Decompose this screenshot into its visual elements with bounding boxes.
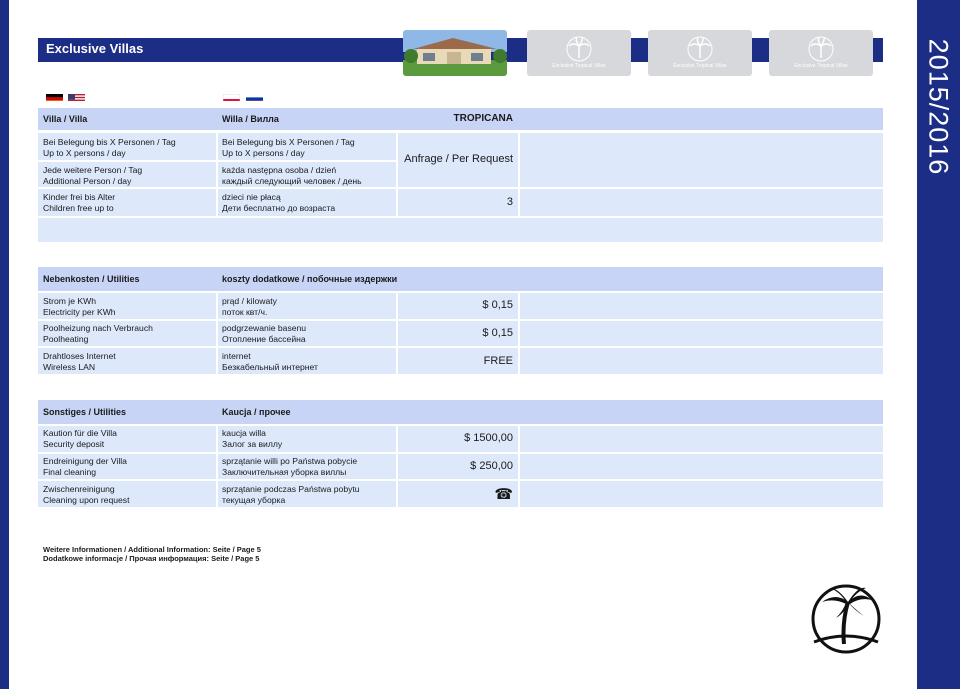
- row-label-pl: kaucja willa: [222, 428, 266, 438]
- row-label-ru: Безкабельный интернет: [222, 362, 318, 372]
- row-label-de: Jede weitere Person / Tag: [43, 165, 143, 175]
- rates-cell: [520, 133, 883, 187]
- other-cell: [520, 426, 883, 452]
- row-label-en: Final cleaning: [43, 467, 97, 477]
- row-label-ru: поток квт/ч.: [222, 307, 268, 317]
- row-label-ru: Дети бесплатно до возраста: [222, 203, 336, 213]
- flag-poland-icon[interactable]: [223, 91, 240, 101]
- row-label-ru: Залог за виллу: [222, 439, 283, 449]
- palm-logo-icon: [807, 36, 835, 62]
- row-label-en: Cleaning upon request: [43, 495, 130, 505]
- utilities-header-col1: Nebenkosten / Utilities: [43, 274, 140, 284]
- row-label-de: Poolheizung nach Verbrauch: [43, 323, 153, 333]
- row-label-ru: Заключительная уборка виллы: [222, 467, 347, 477]
- row-label-ru: текущая уборка: [222, 495, 286, 505]
- row-label-en: Poolheating: [43, 334, 89, 344]
- row-label-en: Wireless LAN: [43, 362, 96, 372]
- row-label-en: Electricity per KWh: [43, 307, 116, 317]
- row-label-pl: sprzątanie podczas Państwa pobytu: [222, 484, 360, 494]
- row-label-pl: podgrzewanie basenu: [222, 323, 307, 333]
- other-cell: [520, 481, 883, 507]
- row-label-pl: Bei Belegung bis X Personen / Tag: [222, 137, 355, 147]
- utilities-cell: [520, 293, 883, 319]
- photo-placeholder[interactable]: Exclusive Tropical Villas: [769, 30, 873, 76]
- row-label-en: Additional Person / day: [43, 176, 132, 186]
- footer-info-line1: Weitere Informationen / Additional Information: Seite / Page 5: [43, 545, 261, 554]
- utilities-header-col2: koszty dodatkowe / побочные издержки: [222, 274, 398, 284]
- row-label-de: Bei Belegung bis X Personen / Tag: [43, 137, 176, 147]
- poolheating-price: $ 0,15: [482, 327, 513, 339]
- utilities-cell: [520, 321, 883, 346]
- other-cell: [520, 454, 883, 479]
- photo-placeholder[interactable]: Exclusive Tropical Villas: [527, 30, 631, 76]
- flag-russia-icon[interactable]: [246, 91, 263, 101]
- row-label-pl: każda następna osoba / dzień: [222, 165, 337, 175]
- wifi-price: FREE: [483, 355, 513, 367]
- row-label-en: Security deposit: [43, 439, 105, 449]
- palm-logo-icon: [686, 36, 714, 62]
- other-header-col2: Kaucja / прочее: [222, 407, 291, 417]
- row-label-de: Zwischenreinigung: [43, 484, 115, 494]
- request-label: Anfrage / Per Request: [404, 153, 513, 165]
- footer-info-line2: Dodatkowe informacje / Прочая информация: Seite / Page 5: [43, 554, 260, 563]
- villa-photo[interactable]: [403, 30, 507, 76]
- children-age-value: 3: [506, 196, 513, 208]
- row-label-pl: prąd / kilowaty: [222, 296, 277, 306]
- season-label: 2015/2016: [923, 38, 954, 176]
- row-label-pl: internet: [222, 351, 251, 361]
- row-label-de: Drahtloses Internet: [43, 351, 116, 361]
- row-label-ru: каждый следующий человек / день: [222, 176, 362, 186]
- row-label-ru: Up to X persons / day: [222, 148, 305, 158]
- website-label[interactable]: www.exclsusive-villas.de: [928, 436, 949, 664]
- utilities-header: [38, 267, 883, 291]
- left-accent-bar: [0, 0, 9, 689]
- row-label-pl: dzieci nie płacą: [222, 192, 281, 202]
- row-label-de: Kaution für die Villa: [43, 428, 117, 438]
- rates-cell: [520, 189, 883, 216]
- photo-placeholder[interactable]: Exclusive Tropical Villas: [648, 30, 752, 76]
- deposit-price: $ 1500,00: [464, 432, 513, 444]
- page-title: Exclusive Villas: [46, 41, 144, 56]
- row-label-ru: Отопление бассейна: [222, 334, 306, 344]
- palm-logo-icon: [808, 582, 884, 656]
- flag-usa-icon[interactable]: [68, 91, 85, 101]
- phone-icon: ☎: [494, 486, 513, 503]
- other-header: [38, 400, 883, 424]
- electricity-price: $ 0,15: [482, 299, 513, 311]
- row-label-de: Strom je KWh: [43, 296, 97, 306]
- rates-header-col2: Willa / Вилла: [222, 114, 279, 124]
- row-label-en: Up to X persons / day: [43, 148, 126, 158]
- row-label-pl: sprzątanie willi po Państwa pobycie: [222, 456, 358, 466]
- row-label-en: Children free up to: [43, 203, 114, 213]
- rates-blank-row: [38, 218, 883, 242]
- villa-name: TROPICANA: [453, 113, 513, 124]
- palm-logo-icon: [565, 36, 593, 62]
- rates-header-col1: Villa / Villa: [43, 114, 88, 124]
- row-label-de: Kinder frei bis Alter: [43, 192, 116, 202]
- cleaning-price: $ 250,00: [470, 460, 513, 472]
- flag-germany-icon[interactable]: [46, 91, 63, 101]
- row-label-de: Endreinigung der Villa: [43, 456, 127, 466]
- other-header-col1: Sonstiges / Utilities: [43, 407, 127, 417]
- utilities-cell: [520, 348, 883, 374]
